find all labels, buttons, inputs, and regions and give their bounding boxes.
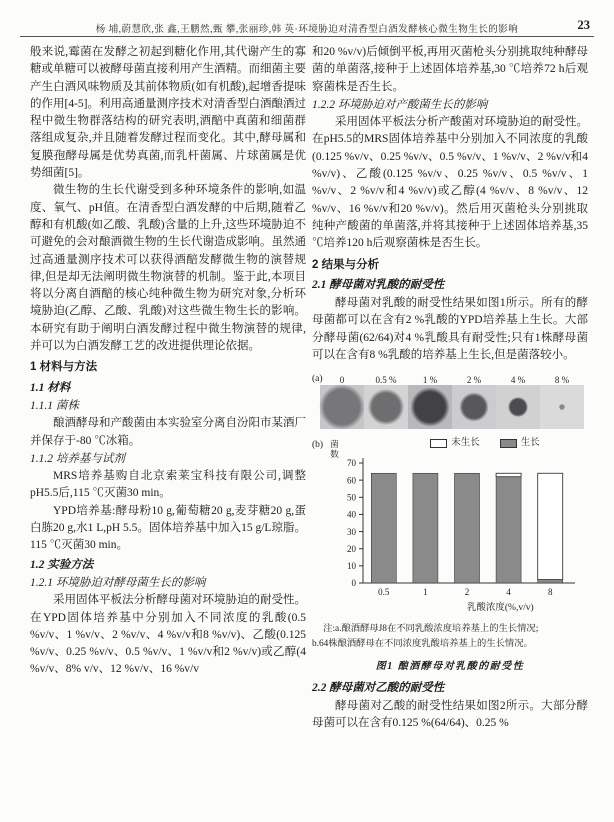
section-heading-2-1: 2.1 酵母菌对乳酸的耐受性 xyxy=(312,278,445,291)
bar-not-grown xyxy=(496,474,521,477)
bar-grown xyxy=(413,474,438,584)
right-column xyxy=(312,44,588,733)
legend-item-not-grown xyxy=(430,435,480,452)
figure-note-line: 注:a.酿酒酵母J8在不同乳酸浓度培养基上的生长情况; xyxy=(323,624,539,635)
colony-spot xyxy=(411,388,450,427)
chart-text: 0.5 xyxy=(378,587,390,598)
concentration-label: 1 % xyxy=(422,375,438,386)
concentration-label: 4 % xyxy=(510,375,526,386)
running-head: 杨 埔,蔚慧欣,张 鑫,王鹏然,甄 攀,张丽珍,韩 英·环境胁迫对清香型白酒发酵核心微生物生长的影响 xyxy=(95,25,519,35)
colony-spot xyxy=(460,393,489,422)
section-heading-1: 1 材料与方法 xyxy=(30,361,98,374)
concentration-label: 2 % xyxy=(466,375,482,386)
paragraph-continuation: 般来说,霉菌在发酵之初起到糖化作用,其代谢产生的寡糖或单糖可以被酵母菌直接利用产生酒精。而细菌主要产生白酒风味物质及其前体物质(如有机酸),起增香提味的作用[4-5]。利用高通量测序技术对清香型白酒酿酒过程中微生物群落结构的研究表明,酒醅中真菌和细菌群落组成复杂,并且随着发酵过程而变化。其中,酵母属和复膜孢酵母属是优势真菌,而乳杆菌属、片球菌属是优势细菌[5]。 xyxy=(30,46,306,180)
paragraph: 采用固体平板法分析酵母菌对环境胁迫的耐受性。在YPD固体培养基中分别加入不同浓度的乳酸(0.5 %v/v、1 %v/v、2 %v/v、4 %v/v和8 %v/v)、乙酸(0.125 %v/v、0.25 %v/v、0.5 %v/v、1 %v/v和2 %v/v)或乙醇(4 %v/v、8% v/v、12 %v/v、16 %v/v xyxy=(30,594,306,676)
paragraph: YPD培养基:酵母粉10 g,葡萄糖20 g,麦芽糖20 g,蛋白胨20 g,水1 L,pH 5.5。固体培养基中加入15 g/L琼脂。115 ℃灭菌30 min。 xyxy=(30,504,306,552)
colony-photo-strip xyxy=(320,372,588,429)
section-heading-1-1-2: 1.1.2 培养基与试剂 xyxy=(30,452,125,465)
figure-note-line: b.64株酿酒酵母在不同浓度乳酸培养基上的生长情况。 xyxy=(312,639,533,650)
colony-photo xyxy=(540,385,584,429)
left-column xyxy=(30,44,306,679)
colony-spot xyxy=(368,389,404,425)
section-heading-1-2-2: 1.2.2 环境胁迫对产酸菌生长的影响 xyxy=(312,98,488,111)
bar-grown xyxy=(371,474,396,584)
section-heading-1-2: 1.2 实验方法 xyxy=(30,558,94,571)
colony-tile xyxy=(320,372,364,429)
bar-grown xyxy=(455,474,480,584)
concentration-label: 0 xyxy=(339,375,345,386)
chart-legend xyxy=(312,436,588,451)
colony-spot xyxy=(320,385,365,430)
chart-text: 50 xyxy=(347,492,356,503)
legend-swatch-not-grown xyxy=(430,439,447,448)
colony-tile xyxy=(496,372,540,429)
section-heading-2-2: 2.2 酵母菌对乙酸的耐受性 xyxy=(312,681,445,694)
chart-text: 4 xyxy=(506,587,511,598)
chart-text: 30 xyxy=(347,527,356,538)
colony-photo xyxy=(408,385,452,429)
paragraph: 微生物的生长代谢受到多种环境条件的影响,如温度、氧气、pH值。在清香型白酒发酵的中后期,随着乙醇和有机酸(如乙酸、乳酸)含量的上升,这些环境胁迫不可避免的会对酿酒微生物的生长代谢造成影响。虽然通过高通量测序技术可以获得酒醅发酵微生物的演替规律,但是却无法阐明微生物演替的机制。鉴于此,本项目将以分离自酒醅的核心纯种微生物为研究对象,分析环境胁迫(乙醇、乙酸、乳酸)对这些微生物生长的影响。本研究有助于阐明白酒发酵过程中微生物演替的规律,并可以为白酒发酵工艺的改进提供理论依据。 xyxy=(30,184,306,353)
colony-spot xyxy=(559,404,565,410)
paragraph: 采用固体平板法分析产酸菌对环境胁迫的耐受性。在pH5.5的MRS固体培养基中分别加入不同浓度的乳酸(0.125 %v/v、0.25 %v/v、0.5 %v/v、1 %v/v、2 %v/v和4 %v/v)、乙酸(0.125 %v/v、0.25 %v/v、0.5 %v/v、1 %v/v、2 %v/v和4 %v/v)或乙醇(4 %v/v、8 %v/v、12 %v/v、16 %v/v和20 %v/v)。然后用灭菌枪头分别挑取纯种产酸菌的单菌落,并将其接种于上述固体培养基,35 ℃培养120 h后观察菌株是否生长。 xyxy=(312,116,588,250)
page-number: 23 xyxy=(577,18,590,32)
figure-panel-a xyxy=(312,372,588,429)
paragraph: 酵母菌对乙酸的耐受性结果如图2所示。大部分酵母菌可以在含有0.125 %(64/64)、0.25 % xyxy=(312,699,588,730)
paragraph-continuation: 和20 %v/v)后倾倒平板,再用灭菌枪头分别挑取纯种酵母菌的单菌落,接种于上述固体培养基,30 ℃培养72 h后观察菌株是否生长。 xyxy=(312,46,588,93)
colony-spot xyxy=(508,397,528,417)
chart-text: 2 xyxy=(464,587,470,598)
header-rule xyxy=(20,36,594,37)
section-heading-2: 2 结果与分析 xyxy=(312,258,380,271)
chart-text: 40 xyxy=(347,509,356,520)
concentration-label: 0.5 % xyxy=(375,375,397,386)
chart-text: 乳酸浓度(%,v/v) xyxy=(466,603,534,614)
bar-grown xyxy=(496,477,521,583)
legend-label: 未生长 xyxy=(451,438,480,449)
colony-tile xyxy=(364,372,408,429)
colony-tile xyxy=(408,372,452,429)
legend-label: 生长 xyxy=(520,438,540,449)
legend-item-grown xyxy=(500,435,540,452)
section-heading-1-1-1: 1.1.1 菌株 xyxy=(30,399,79,412)
lactic-acid-tolerance-bar-chart xyxy=(317,451,583,615)
figure-1 xyxy=(312,372,588,675)
bar-grown xyxy=(538,580,563,583)
concentration-label: 8 % xyxy=(554,375,570,386)
chart-text: 70 xyxy=(347,458,356,469)
chart-text: 10 xyxy=(347,561,356,572)
figure-caption: 图1 酿酒酵母对乳酸的耐受性 xyxy=(375,661,525,673)
chart-text: 8 xyxy=(547,587,553,598)
colony-photo xyxy=(496,385,540,429)
y-axis-label: 菌 数 xyxy=(330,439,339,459)
figure-panel-b xyxy=(312,436,588,615)
section-heading-1-1: 1.1 材料 xyxy=(30,381,71,394)
colony-tile xyxy=(452,372,496,429)
legend-swatch-grown xyxy=(500,439,517,448)
chart-text: 0 xyxy=(351,578,356,589)
colony-photo xyxy=(320,385,364,429)
section-heading-1-2-1: 1.2.1 环境胁迫对酵母菌生长的影响 xyxy=(30,576,206,589)
colony-photo xyxy=(452,385,496,429)
panel-a-tag: (a) xyxy=(312,374,323,385)
paragraph: MRS培养基购自北京索莱宝科技有限公司,调整pH5.5后,115 ℃灭菌30 min。 xyxy=(30,470,306,500)
paragraph: 酿酒酵母和产酸菌由本实验室分离自汾阳市某酒厂并保存于-80 ℃冰箱。 xyxy=(30,417,306,447)
chart-text: 20 xyxy=(347,544,356,555)
figure-note xyxy=(312,622,588,652)
bar-not-grown xyxy=(538,474,563,580)
chart-text: 1 xyxy=(423,587,428,598)
chart-text: 60 xyxy=(347,475,356,486)
paragraph: 酵母菌对乳酸的耐受性结果如图1所示。所有的酵母菌都可以在含有2 %乳酸的YPD培养基上生长。大部分酵母菌(62/64)对4 %乳酸具有耐受性;只有1株酵母菌可以在含有8 %乳酸的培养基上生长,但是菌落较小。 xyxy=(312,297,588,362)
panel-b-tag: (b) xyxy=(312,440,324,451)
colony-photo xyxy=(364,385,408,429)
colony-tile xyxy=(540,372,584,429)
